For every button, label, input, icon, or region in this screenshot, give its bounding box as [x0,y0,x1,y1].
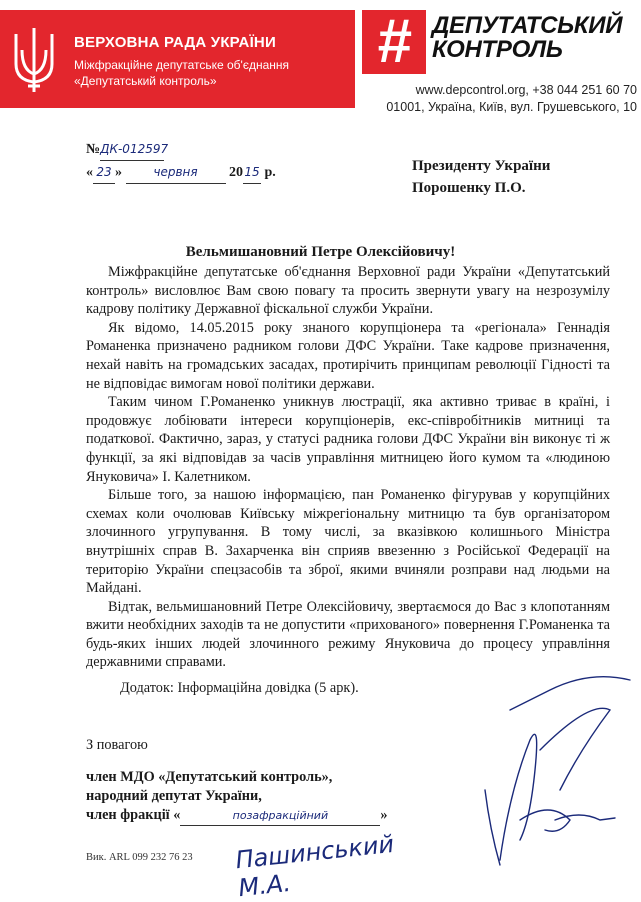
hash-logo [362,7,426,76]
paragraph: Таким чином Г.Романенко уникнув люстрації, яка активно триває в країні, і продовжує лобіювати інтереси корупціонерів, екс-співробітників митниці та податкової. Фактично, зараз, у статусі радника голови ДФС України він виконує ті ж функції, за які відповідав за часів управління митницею його кумом та «людиною Януковича» І. Калетником. [86,394,610,485]
number-value: ДК-012597 [100,138,164,161]
addressee-line-2: Порошенку П.О. [412,180,526,196]
paragraph: Міжфракційне депутатське об'єднання Верховної ради України «Депутатський контроль» висловлює Вам свою повагу та просить звернути увагу на незрозумілу кадрову політику Державної фіскальної служби України. [86,264,610,318]
regards: З повагою [86,737,148,753]
date-month: червня [126,161,226,184]
date-year-prefix: 20 [229,165,243,180]
faction-handwritten: позафракційний [180,806,380,826]
contact-address: 01001, Україна, Київ, вул. Грушевського, 10 [386,100,637,114]
signature-icon [440,670,640,870]
brand-line-1: ДЕПУТАТСЬКИЙ [432,12,623,39]
brand-line-2: КОНТРОЛЬ [432,36,563,63]
signature-line-1: член МДО «Депутатський контроль», [86,769,333,785]
signature-line-3 [86,806,388,826]
letterhead-banner [0,10,355,108]
date-unit: р. [264,165,276,180]
letter-body [86,263,610,672]
date-close-quote: » [115,165,122,180]
handwritten-name: Пашинський М.А. [234,829,396,902]
faction-suffix: » [380,807,388,823]
contact-info [355,82,637,116]
addressee [412,155,550,199]
hash-icon: # [376,7,412,76]
number-sign: № [86,142,101,157]
org-subtitle-line-1: Міжфракційне депутатське об'єднання [74,58,290,72]
faction-prefix: член фракції « [86,807,181,823]
signature-line-2: народний депутат України, [86,788,262,804]
executor-note: Вик. ARL 099 232 76 23 [86,852,193,863]
paragraph: Відтак, вельмишановний Петре Олексійовичу, звертаємося до Вас з клопотанням вжити необхідних заходів та не допустити «прихованого» повернення Г.Романенка та будь-яких інших людей злочинного режиму Януковича до процесу управління державними справами. [86,598,610,671]
org-title: ВЕРХОВНА РАДА УКРАЇНИ [74,34,276,51]
contact-web-phone: www.depcontrol.org, +38 044 251 60 70 [415,83,637,97]
registration-block [86,138,276,184]
paragraph: Як відомо, 14.05.2015 року знаного корупціонера та «регіонала» Геннадія Романенка призначено радником голови ДФС України. Таке кадрове призначення, нехай навіть на громадських засадах, протирічить принципам революції Гідності та не відповідає вимогам нової політики держави. [86,319,610,392]
addressee-line-1: Президенту України [412,158,551,174]
date-year-suffix: 15 [243,161,261,184]
paragraph: Більше того, за нашою інформацією, пан Романенко фігурував у корупційних схемах коли очолював Київську міжрегіональну митницю та був організатором злочинного угрупування. В тому числі, за вказівкою колишнього Міністра внутрішніх справ В. Захарченка він сприяв ввезенню з Російської Федерації на територію України спецзасобів та зброї, якими вчиняли розправи над людьми на Майдані. [86,487,610,597]
registration-number [86,138,276,161]
org-subtitle [74,57,289,89]
signature-block [86,768,388,826]
date-open-quote: « [86,165,93,180]
brand-name [432,14,622,62]
registration-date [86,161,276,184]
attachment-note: Додаток: Інформаційна довідка (5 арк). [120,680,359,696]
org-subtitle-line-2: «Депутатський контроль» [74,74,217,88]
date-day: 23 [93,161,115,184]
trident-emblem-icon [10,24,58,94]
salutation: Вельмишановний Петре Олексійовичу! [185,244,456,260]
